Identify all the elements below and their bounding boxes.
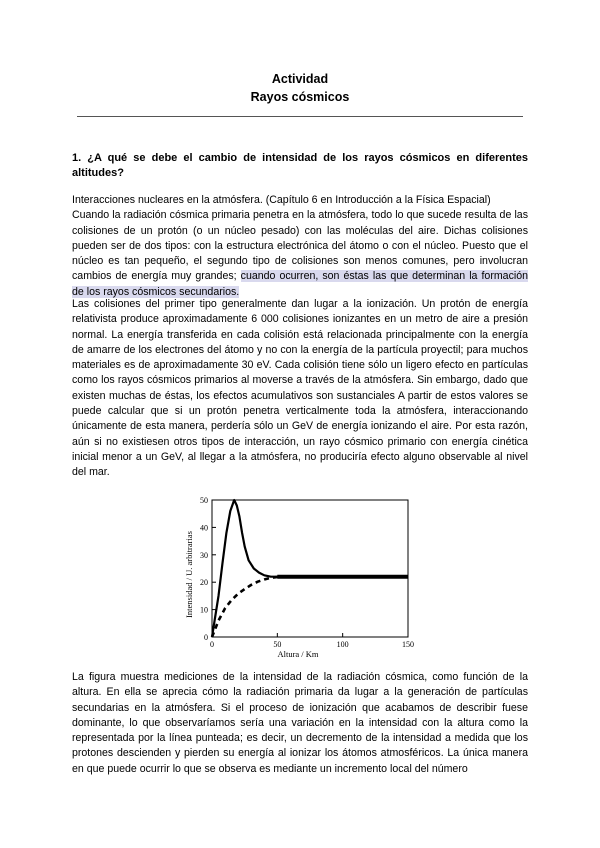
title-divider	[77, 116, 523, 117]
intensity-altitude-chart	[180, 490, 420, 662]
y-tick-label: 30	[200, 550, 208, 560]
ionization-paragraph: Las colisiones del primer tipo generalmente dan lugar a la ionización. Un protón de energía relativista produce aproximadamente 6 000 colisiones ionizantes en un metro de aire a presión normal. La energía transferida en cada colisión está relacionada principalmente con la energía de amarre de los electrones del átomo y no con la energía de la partícula proyectil; para muchos materiales es de aproximadamente 30 eV. Cada colisión tiene sólo un ligero efecto en partículas como los rayos cósmicos primarios al moverse a través de la atmósfera. Sin embargo, dado que existen muchas de éstas, los efectos acumulativos son sustanciales A partir de estos valores se puede calcular que si un protón penetra verticalmente toda la atmósfera, interaccionando únicamente de esta manera, perdería sólo un GeV de energía ionizando el aire. Por esta razón, aún si no existiesen otros tipos de interacción, un rayo cósmico primario con energía cinética inicial menor a un GeV, al llegar a la atmósfera, no produciría efecto alguno observable al nivel del mar.	[72, 298, 528, 479]
series-line-medida	[212, 500, 408, 637]
page-subtitle: Rayos cósmicos	[250, 90, 350, 104]
y-axis-label: Intensidad / U. arbitrarias	[184, 531, 194, 618]
series-line-ionización	[212, 577, 280, 637]
x-tick-label: 50	[273, 640, 282, 649]
x-tick-label: 0	[210, 640, 214, 649]
y-tick-label: 20	[200, 578, 208, 588]
y-tick-label: 0	[204, 633, 208, 642]
y-tick-label: 40	[200, 523, 208, 533]
page-title: Actividad	[271, 72, 329, 86]
figure-description-paragraph: La figura muestra mediciones de la intensidad de la radiación cósmica, como función de la altura. En ella se aprecia cómo la radiación primaria da lugar a la generación de partículas secundarias en la atmósfera. Si el proceso de ionización que acabamos de describir fuese dominante, lo que observaríamos sería una variación en la intensidad con la altura como la representada por la línea punteada; es decir, un decremento de la intensidad a medida que los protones descienden y pierden su energía al ionizar los átomos atmosféricos. La única manera en que puede ocurrir lo que se observa es mediante un incremento local del número	[72, 671, 528, 775]
intro-text: Cuando la radiación cósmica primaria penetra en la atmósfera, todo lo que sucede resulta de las colisiones de un protón (o un núcleo pesado) con las moléculas del aire. Dichas colisiones pueden ser de dos tipos: con la estructura electrónica del átomo o con el núcleo. Puesto que el núcleo es tan pequeño, el segundo tipo de colisiones son menos comunes, pero involucran cambios de energía muy grandes;	[72, 209, 528, 283]
reference-line: Interacciones nucleares en la atmósfera. (Capítulo 6 en Introducción a la Física Espacial)	[72, 194, 491, 206]
x-tick-label: 100	[336, 640, 349, 649]
x-axis-label: Altura / Km	[277, 649, 319, 659]
highlighted-text[interactable]: cuando ocurren, son éstas las que determinan la formación de los rayos cósmicos secundarios.	[72, 270, 528, 298]
intro-paragraph	[72, 193, 528, 300]
y-tick-label: 50	[200, 496, 208, 505]
plot-frame	[212, 500, 408, 637]
question-heading: 1. ¿A qué se debe el cambio de intensidad de los rayos cósmicos en diferentes altitudes?	[72, 152, 528, 179]
y-tick-label: 10	[200, 605, 208, 615]
x-tick-label: 150	[402, 640, 414, 649]
